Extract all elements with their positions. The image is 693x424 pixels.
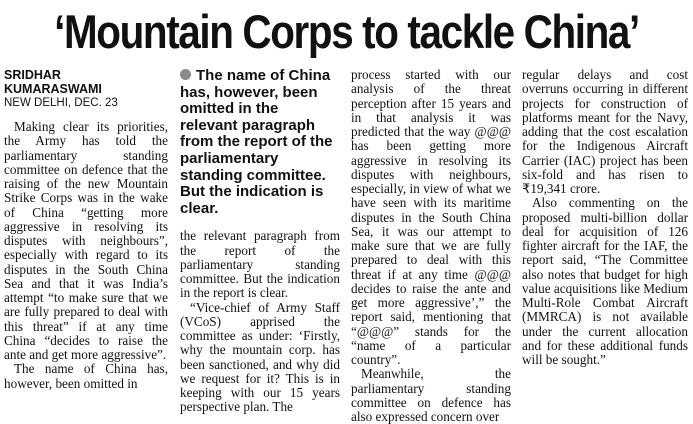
article-column-4 [522, 68, 688, 367]
article-column-2 [180, 66, 340, 415]
author-line-2: KUMARASWAMI [4, 82, 102, 96]
paragraph: “Vice-chief of Army Staff (VCoS) apprised the committee as under: ‘Firstly, why the mountain corp. has been sanctioned, and why did we request for it? This is in keeping with our 15 years perspective plan. The [180, 299, 340, 415]
dateline: NEW DELHI, DEC. 23 [4, 97, 118, 109]
bullet-icon [180, 69, 191, 80]
article-column-3 [351, 68, 511, 424]
paragraph: The name of China has, however, been omitted in [4, 361, 168, 391]
paragraph: regular delays and cost overruns occurring in different projects for construction of platforms meant for the Navy, adding that the cost escalation for the Indigenous Aircraft Carrier (IAC) project has been six-fold and has risen to ₹19,341 crore. [522, 67, 688, 196]
byline-author [4, 68, 168, 96]
paragraph: process started with our analysis of the threat perception after 15 years and in that analysis it was predicted that the way @@@ has been getting more aggressive in resolving its disputes with neighbours, especially, in view of what we have seen with its maritime disputes in the South China Sea, it was our attempt to make sure that we are fully prepared to deal with this threat if at any time @@@ decides to raise the ante and get more aggressive’,” the report said, mentioning that “@@@” stands for the “name of a particular country”. [351, 67, 511, 367]
author-line-1: SRIDHAR [4, 68, 61, 82]
pull-quote [180, 68, 340, 217]
article-column-1 [4, 66, 168, 391]
paragraph: Meanwhile, the parliamentary standing committee on defence has also expressed concern over [351, 366, 511, 424]
paragraph: Making clear its priorities, the Army has told the parliamentary standing committee on defence that the raising of the new Mountain Strike Corps was in the wake of China “getting more aggressive in resolving its disputes with neighbours”, especially with regard to its disputes in the South China Sea and that it was India’s attempt “to make sure that we are fully prepared to deal with this threat” if at any time China “decides to raise the ante and get more aggressive”. [4, 119, 168, 362]
paragraph: the relevant paragraph from the report of the parliamentary standing committee. But the indication in the report is clear. [180, 228, 340, 301]
pull-quote-text: The name of China has, however, been omitted in the relevant paragraph from the report of the parliamentary standing committee. But the indication is clear. [180, 67, 333, 217]
headline: ‘Mountain Corps to tackle China’ [54, 4, 639, 58]
paragraph: Also commenting on the proposed multi-billion dollar deal for acquisition of 126 fighter aircraft for the IAF, the report said, “The Committee also notes that budget for high value acquisitions like Medium Multi-Role Combat Aircraft (MMRCA) is not available under the current allocation and for these additional funds will be sought.” [522, 195, 688, 367]
